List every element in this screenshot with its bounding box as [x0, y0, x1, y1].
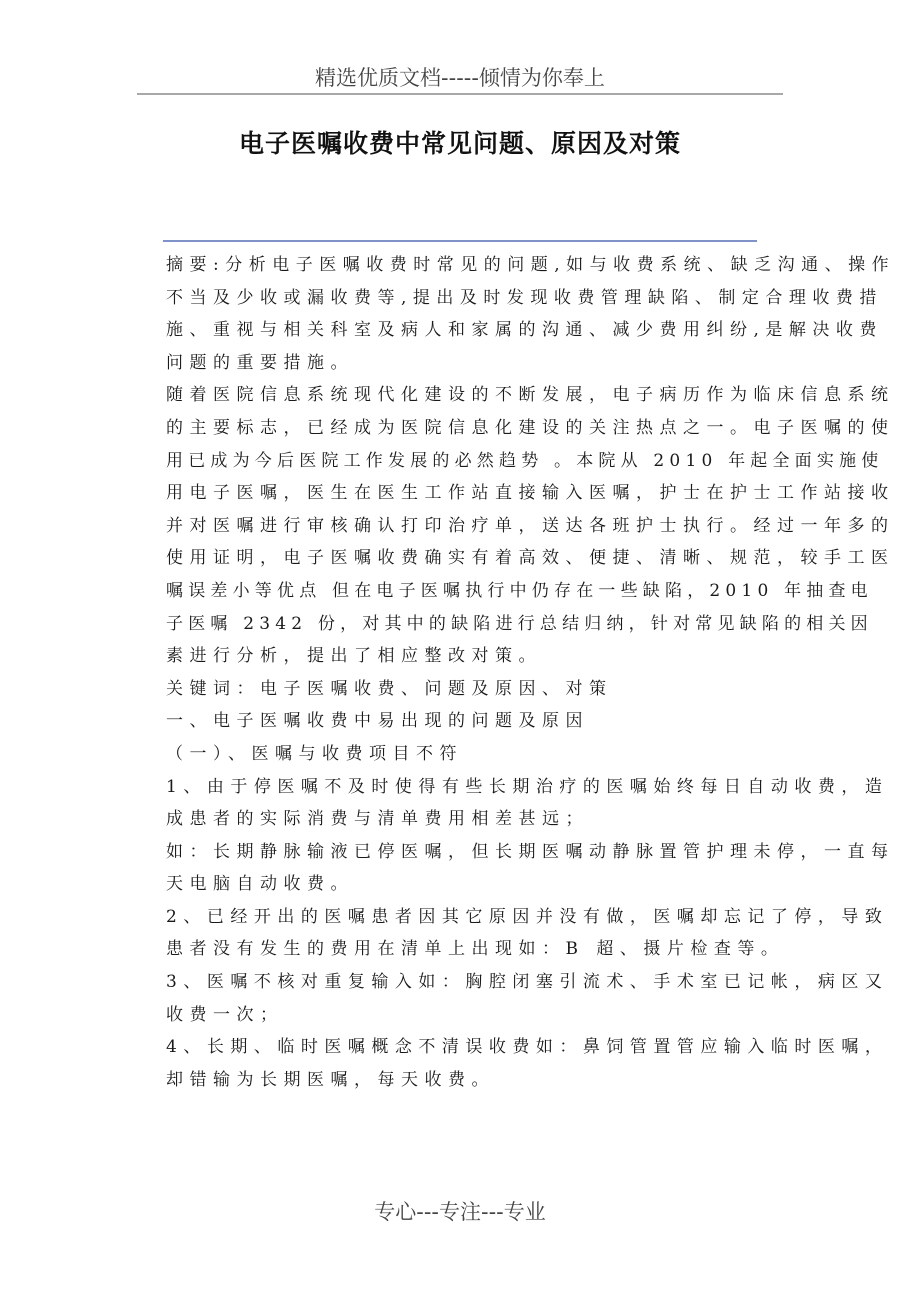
- keywords-line: 关键词：电子医嘱收费、问题及原因、对策: [166, 678, 613, 699]
- item-line: 1、由于停医嘱不及时使得有些长期治疗的医嘱始终每日自动收费，造: [166, 776, 889, 797]
- intro-line: 子医嘱 2342 份，对其中的缺陷进行总结归纳，针对常见缺陷的相关因: [166, 613, 873, 634]
- document-title: 电子医嘱收费中常见问题、原因及对策: [238, 129, 681, 158]
- item-line: 天电脑自动收费。: [166, 874, 354, 895]
- page-header: 精选优质文档-----倾情为你奉上: [315, 66, 605, 90]
- intro-line: 素进行分析，提出了相应整改对策。: [166, 646, 542, 667]
- item-line: 收费一次；: [166, 1004, 284, 1025]
- item-line: 4、长期、临时医嘱概念不清误收费如：鼻饲管置管应输入临时医嘱，: [166, 1037, 889, 1058]
- item-line: 成患者的实际消费与清单费用相差甚远；: [166, 809, 589, 830]
- page-footer: 专心---专注---专业: [374, 1200, 546, 1224]
- abstract-line: 摘要:分析电子医嘱收费时常见的问题,如与收费系统、缺乏沟通、操作: [166, 255, 896, 275]
- abstract-line: 问题的重要措施。: [166, 352, 354, 373]
- subsection-heading: （一）、医嘱与收费项目不符: [166, 743, 463, 764]
- item-line: 患者没有发生的费用在清单上出现如：B 超、摄片检查等。: [166, 939, 785, 960]
- item-line: 如：长期静脉输液已停医嘱，但长期医嘱动静脉置管护理未停，一直每: [166, 841, 895, 862]
- abstract-line: 施、重视与相关科室及病人和家属的沟通、减少费用纠纷,是解决收费: [166, 320, 883, 341]
- intro-line: 的主要标志，已经成为医院信息化建设的关注热点之一。电子医嘱的使: [166, 417, 895, 438]
- item-line: 3、医嘱不核对重复输入如：胸腔闭塞引流术、手术室已记帐，病区又: [166, 972, 889, 993]
- intro-line: 用已成为今后医院工作发展的必然趋势 。本院从 2010 年起全面实施使: [166, 450, 884, 471]
- item-line: 2、已经开出的医嘱患者因其它原因并没有做，医嘱却忘记了停，导致: [166, 906, 889, 927]
- header-divider: [137, 93, 783, 95]
- intro-line: 用电子医嘱，医生在医生工作站直接输入医嘱，护士在护士工作站接收: [166, 483, 895, 504]
- intro-line: 使用证明，电子医嘱收费确实有着高效、便捷、清晰、规范，较手工医: [166, 548, 895, 569]
- abstract-line: 不当及少收或漏收费等,提出及时发现收费管理缺陷、制定合理收费措: [166, 287, 883, 308]
- intro-line: 并对医嘱进行审核确认打印治疗单，送达各班护士执行。经过一年多的: [166, 515, 895, 536]
- intro-line: 嘱误差小等优点 但在电子医嘱执行中仍存在一些缺陷，2010 年抽查电: [166, 580, 873, 601]
- item-line: 却错输为长期医嘱，每天收费。: [166, 1069, 495, 1090]
- intro-line: 随着医院信息系统现代化建设的不断发展，电子病历作为临床信息系统: [166, 385, 895, 406]
- document-body: [166, 249, 896, 1096]
- abstract-divider: [163, 240, 757, 242]
- section-heading: 一、电子医嘱收费中易出现的问题及原因: [166, 711, 589, 732]
